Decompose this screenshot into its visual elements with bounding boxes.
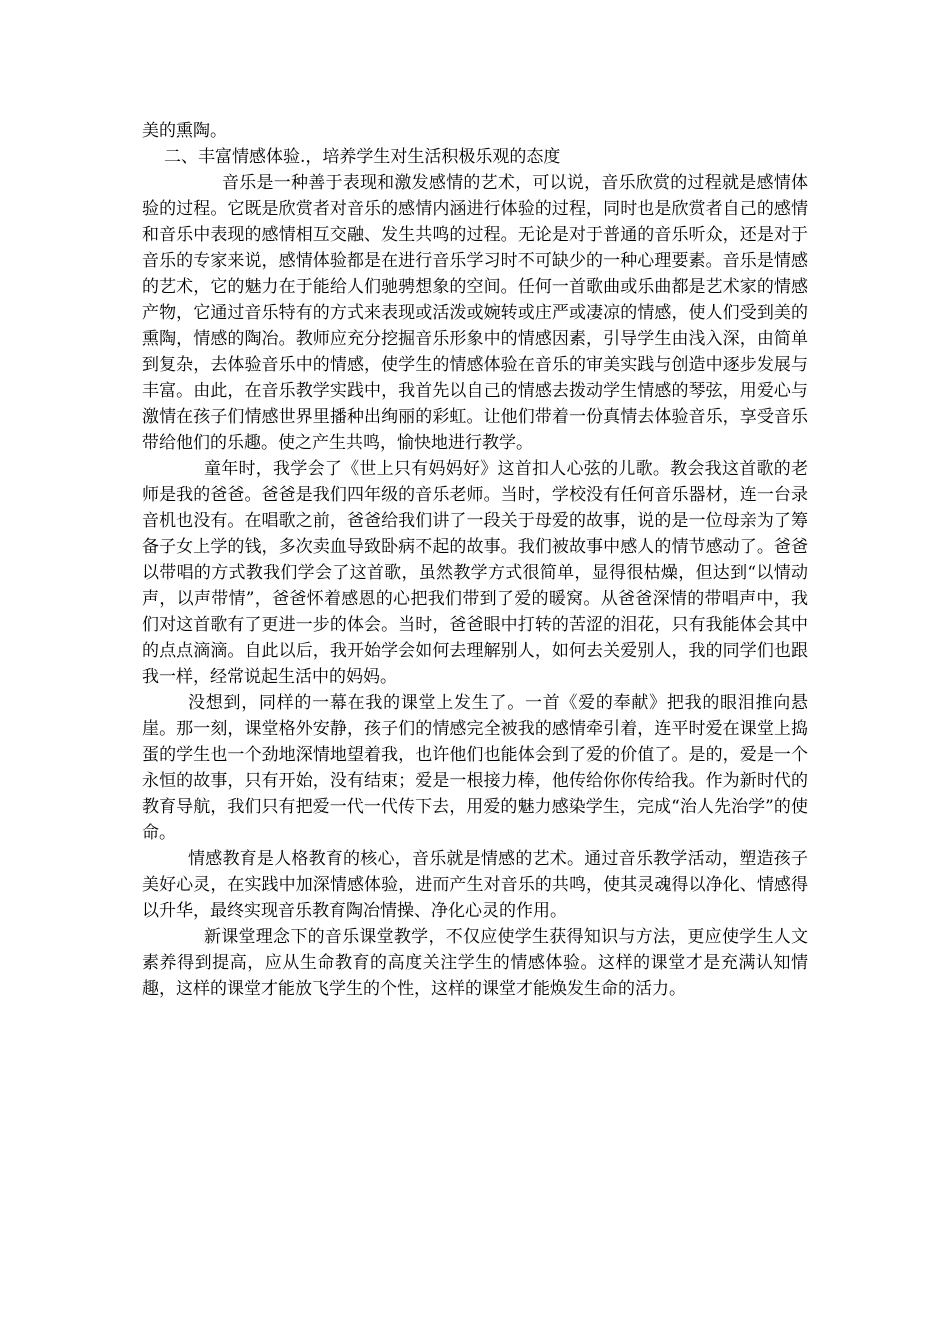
paragraph-new-classroom: 新课堂理念下的音乐课堂教学，不仅应使学生获得知识与方法，更应使学生人文素养得到提高，应从生命教育的高度关注学生的情感体验。这样的课堂才是充满认知情趣，这样的课堂才能放飞学生的个性，这样的课堂才能焕发生命的活力。 [142,927,808,999]
paragraph-classroom-scene: 没想到，同样的一幕在我的课堂上发生了。一首《爱的奉献》把我的眼泪推向悬崖。那一刻，课堂格外安静，孩子们的情感完全被我的感情牵引着，连平时爱在课堂上捣蛋的学生也一个劲地深情地望着我，也许他们也能体会到了爱的价值了。是的，爱是一个永恒的故事，只有开始，没有结束；爱是一根接力棒，他传给你你传给我。作为新时代的教育导航，我们只有把爱一代一代传下去，用爱的魅力感染学生，完成“治人先治学”的使命。 [142,693,808,843]
section-heading: 二、丰富情感体验.，培养学生对生活积极乐观的态度 [164,147,561,167]
document-page [142,118,808,1002]
paragraph-music-emotion: 音乐是一种善于表现和激发感情的艺术，可以说，音乐欣赏的过程就是感情体验的过程。它既是欣赏者对音乐的感情内涵进行体验的过程，同时也是欣赏者自己的感情和音乐中表现的感情相互交融、发生共鸣的过程。无论是对于普通的音乐听众，还是对于音乐的专家来说，感情体验都是在进行音乐学习时不可缺少的一种心理要素。音乐是情感的艺术，它的魅力在于能给人们驰骋想象的空间。任何一首歌曲或乐曲都是艺术家的情感产物，它通过音乐特有的方式来表现或活泼或婉转或庄严或凄凉的情感，使人们受到美的熏陶，情感的陶冶。教师应充分挖掘音乐形象中的情感因素，引导学生由浅入深，由简单到复杂，去体验音乐中的情感，使学生的情感体验在音乐的审美实践与创造中逐步发展与丰富。由此，在音乐教学实践中，我首先以自己的情感去拨动学生情感的琴弦，用爱心与激情在孩子们情感世界里播种出绚丽的彩虹。让他们带着一份真情去体验音乐，享受音乐带给他们的乐趣。使之产生共鸣，愉快地进行教学。 [142,173,808,453]
paragraph-childhood-song: 童年时，我学会了《世上只有妈妈好》这首扣人心弦的儿歌。教会我这首歌的老师是我的爸爸。爸爸是我们四年级的音乐老师。当时，学校没有任何音乐器材，连一台录音机也没有。在唱歌之前，爸爸给我们讲了一段关于母爱的故事，说的是一位母亲为了筹备子女上学的钱，多次卖血导致卧病不起的故事。我们被故事中感人的情节感动了。爸爸以带唱的方式教我们学会了这首歌，虽然教学方式很简单，显得很枯燥，但达到“以情动声，以声带情”，爸爸怀着感恩的心把我们带到了爱的暖窝。从爸爸深情的带唱声中，我们对这首歌有了更进一步的体会。当时，爸爸眼中打转的苦涩的泪花，只有我能体会其中的点点滴滴。自此以后，我开始学会如何去理解别人，如何去关爱别人，我的同学们也跟我一样，经常说起生活中的妈妈。 [142,459,808,687]
lead-line: 美的熏陶。 [142,121,227,141]
paragraph-emotional-education: 情感教育是人格教育的核心，音乐就是情感的艺术。通过音乐教学活动，塑造孩子美好心灵，在实践中加深情感体验，进而产生对音乐的共鸣，使其灵魂得以净化、情感得以升华，最终实现音乐教育陶冶情操、净化心灵的作用。 [142,849,808,921]
